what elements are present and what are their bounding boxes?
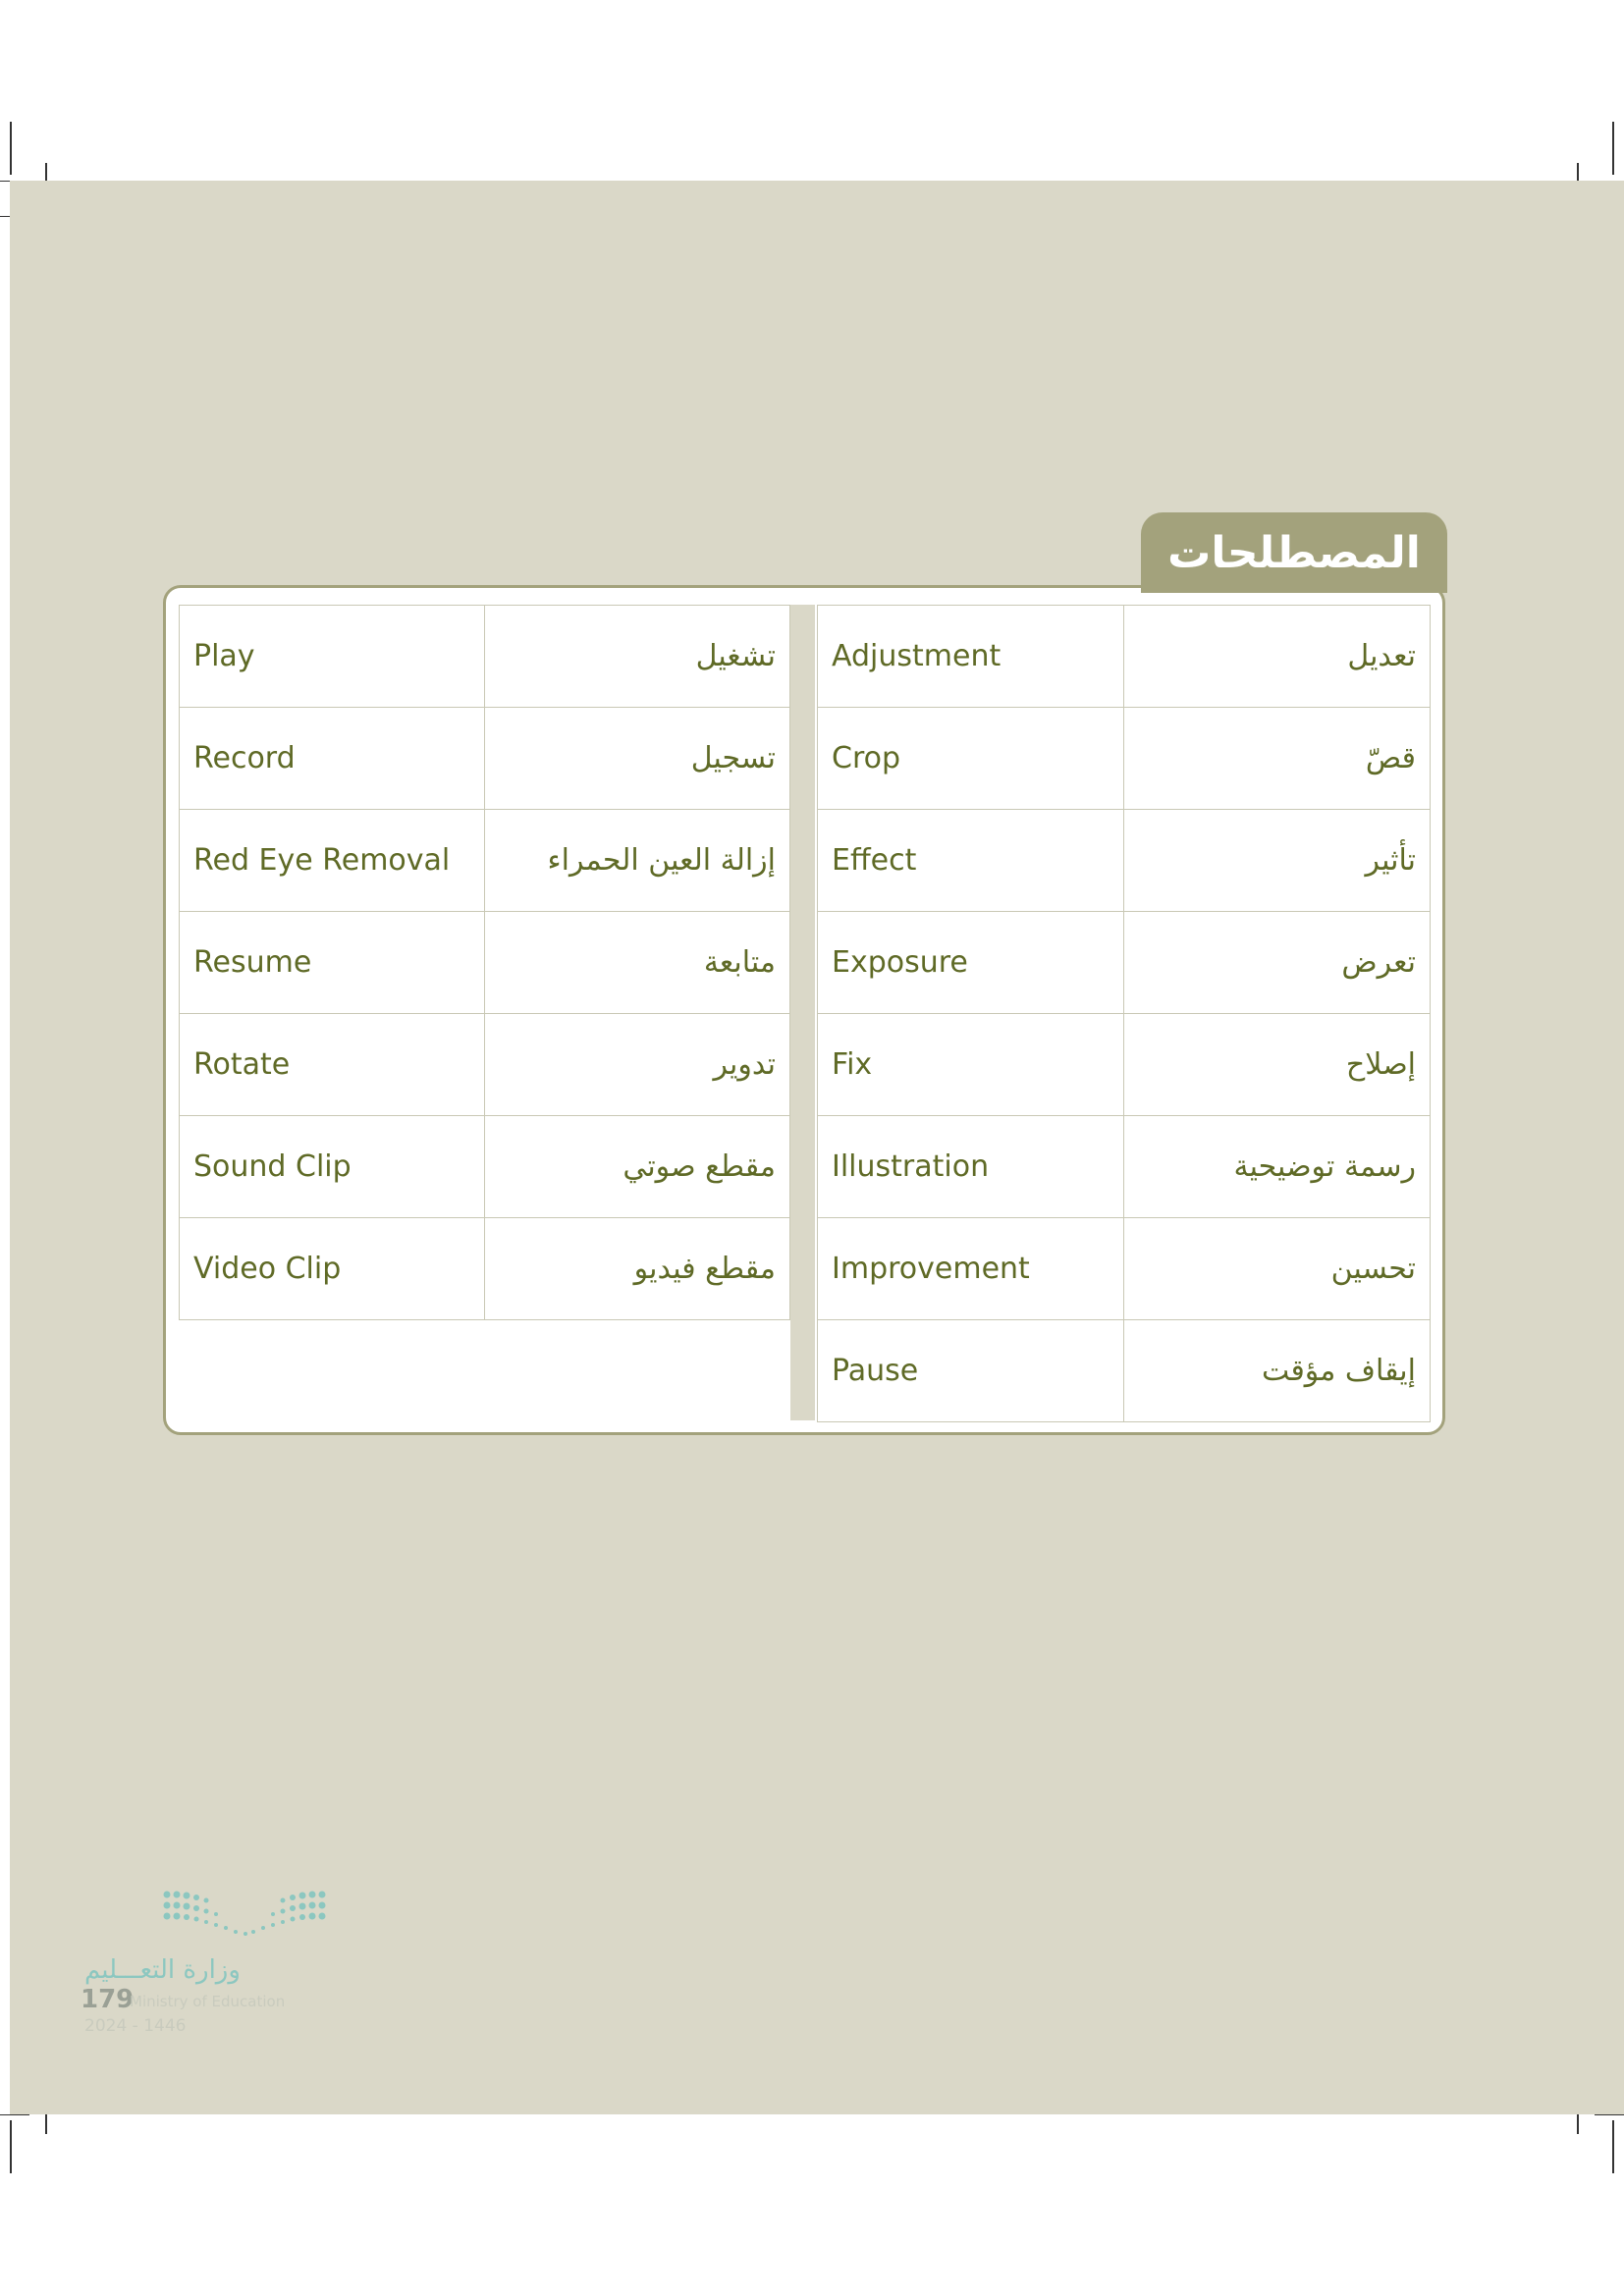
- term-arabic: تشغيل: [485, 606, 790, 708]
- term-english: Pause: [818, 1320, 1124, 1422]
- table-row: [818, 1320, 1431, 1422]
- term-arabic: تعرض: [1124, 912, 1431, 1014]
- term-english: Play: [180, 606, 485, 708]
- term-english: Improvement: [818, 1218, 1124, 1320]
- ministry-name-english: Ministry of Education: [130, 1993, 286, 2010]
- term-arabic: إيقاف مؤقت: [1124, 1320, 1431, 1422]
- table-divider: [790, 605, 815, 1420]
- page-number: 179: [81, 1985, 135, 2014]
- term-arabic: تحسين: [1124, 1218, 1431, 1320]
- term-english: Illustration: [818, 1116, 1124, 1218]
- crop-mark: [1595, 2114, 1624, 2115]
- term-arabic: متابعة: [485, 912, 790, 1014]
- glossary-title: المصطلحات: [1167, 527, 1421, 578]
- term-arabic: تعديل: [1124, 606, 1431, 708]
- table-row: [818, 1014, 1431, 1116]
- term-english: Crop: [818, 708, 1124, 810]
- crop-mark: [0, 2114, 29, 2115]
- term-english: Rotate: [180, 1014, 485, 1116]
- table-row: [818, 810, 1431, 912]
- term-arabic: إصلاح: [1124, 1014, 1431, 1116]
- term-english: Red Eye Removal: [180, 810, 485, 912]
- crop-mark: [10, 122, 12, 175]
- table-row: [818, 606, 1431, 708]
- term-english: Adjustment: [818, 606, 1124, 708]
- edition-year: 2024 - 1446: [84, 2016, 187, 2036]
- table-row: [818, 1218, 1431, 1320]
- term-english: Record: [180, 708, 485, 810]
- term-english: Video Clip: [180, 1218, 485, 1320]
- table-row: [180, 912, 790, 1014]
- crop-mark: [1612, 2120, 1614, 2173]
- crop-mark: [1612, 122, 1614, 175]
- term-arabic: مقطع فيديو: [485, 1218, 790, 1320]
- term-english: Fix: [818, 1014, 1124, 1116]
- term-english: Sound Clip: [180, 1116, 485, 1218]
- table-row: [818, 1116, 1431, 1218]
- ministry-logo-icon: [161, 1889, 328, 1944]
- table-row: [818, 912, 1431, 1014]
- term-english: Resume: [180, 912, 485, 1014]
- table-row: [180, 1014, 790, 1116]
- table-row: [180, 1116, 790, 1218]
- term-english: Exposure: [818, 912, 1124, 1014]
- term-arabic: رسمة توضيحية: [1124, 1116, 1431, 1218]
- table-row: [180, 708, 790, 810]
- glossary-table-left: [179, 605, 790, 1320]
- table-row: [180, 1218, 790, 1320]
- glossary-table-right: [817, 605, 1431, 1422]
- term-english: Effect: [818, 810, 1124, 912]
- ministry-name-arabic: وزارة التعـــليم: [84, 1955, 241, 1985]
- term-arabic: إزالة العين الحمراء: [485, 810, 790, 912]
- term-arabic: قصّ: [1124, 708, 1431, 810]
- term-arabic: تأثير: [1124, 810, 1431, 912]
- term-arabic: تسجيل: [485, 708, 790, 810]
- term-arabic: مقطع صوتي: [485, 1116, 790, 1218]
- glossary-title-tab: [1141, 512, 1447, 593]
- table-row: [180, 606, 790, 708]
- crop-mark: [10, 2120, 12, 2173]
- term-arabic: تدوير: [485, 1014, 790, 1116]
- table-row: [180, 810, 790, 912]
- table-row: [818, 708, 1431, 810]
